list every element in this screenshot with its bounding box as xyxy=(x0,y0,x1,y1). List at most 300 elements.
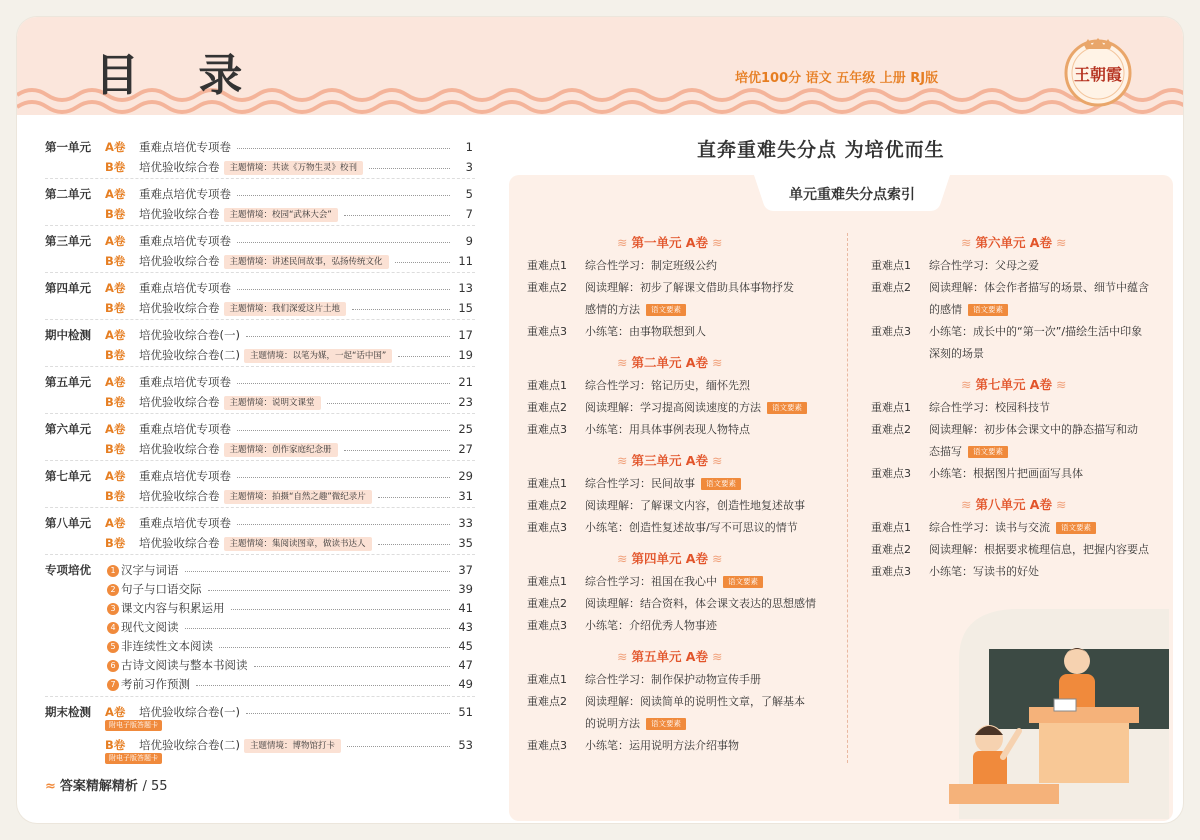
volume-label: A卷 xyxy=(105,705,126,719)
key-point-text: 的说明方法 xyxy=(585,717,640,730)
special-entry[interactable] xyxy=(45,579,485,599)
divider xyxy=(45,696,475,697)
entry-title: 培优验收综合卷 主题情境：集阅读图章，做读书达人 xyxy=(139,533,372,553)
key-point-label: 重难点1 xyxy=(527,575,567,588)
page-number: 7 xyxy=(465,207,473,221)
key-point-label: 重难点3 xyxy=(527,521,567,534)
key-point-text: 综合性学习：父母之爱 xyxy=(929,259,1039,272)
key-point-line xyxy=(527,397,807,419)
unit-heading xyxy=(617,353,722,371)
key-point-text: 阅读理解：根据要求梳理信息，把握内容要点 xyxy=(929,543,1149,556)
entry-title: 培优验收综合卷 主题情境：讲述民间故事，弘扬传统文化 xyxy=(139,251,389,271)
answer-section[interactable] xyxy=(45,775,168,794)
unit-label: 专项培优 xyxy=(45,563,91,577)
answer-page: / 55 xyxy=(142,779,168,794)
wave-icon: ≋ xyxy=(617,453,632,468)
page-number: 33 xyxy=(458,516,473,530)
wave-icon: ≋ xyxy=(707,355,723,370)
page-number: 15 xyxy=(458,301,473,315)
entry-title xyxy=(107,617,179,637)
entry-title: 培优验收综合卷 主题情境：我们深爱这片土地 xyxy=(139,298,346,318)
key-point-line xyxy=(585,713,686,735)
unit-heading xyxy=(961,233,1066,251)
key-point-line xyxy=(871,561,1039,583)
leader-dots xyxy=(246,713,450,714)
entry-title: 重难点培优专项卷 xyxy=(139,187,231,201)
theme-tag: 主题情境：讲述民间故事，弘扬传统文化 xyxy=(224,255,389,269)
theme-tag: 主题情境：说明文课堂 xyxy=(224,396,321,410)
page-number: 3 xyxy=(465,160,473,174)
divider xyxy=(45,507,475,508)
key-point-text: 阅读理解：初步了解课文借助具体事物抒发 xyxy=(585,281,794,294)
toc-entry[interactable] xyxy=(45,184,485,204)
unit-heading xyxy=(961,375,1066,393)
key-point-line xyxy=(871,255,1039,277)
unit-label: 第一单元 xyxy=(45,140,91,154)
volume-label: B卷 xyxy=(105,254,126,268)
theme-tag: 主题情境：共读《万物生灵》校刊 xyxy=(224,161,364,175)
entry-title: 培优验收综合卷 主题情境：说明文课堂 xyxy=(139,392,321,412)
unit-label: 期中检测 xyxy=(45,328,91,342)
divider xyxy=(45,366,475,367)
key-point-line xyxy=(527,517,798,539)
key-point-text: 阅读理解：阅读简单的说明性文章，了解基本 xyxy=(585,695,805,708)
leader-dots xyxy=(378,497,450,498)
leader-dots xyxy=(347,746,450,747)
key-point-line xyxy=(871,277,1149,299)
toc-entry[interactable] xyxy=(45,137,485,157)
key-point-line xyxy=(527,419,750,441)
entry-text: 课文内容与积累运用 xyxy=(121,601,225,615)
element-tag: 语文要素 xyxy=(968,446,1008,458)
page-number: 25 xyxy=(458,422,473,436)
page-number: 29 xyxy=(458,469,473,483)
key-point-text: 综合性学习：民间故事 xyxy=(585,477,695,490)
toc-entry[interactable] xyxy=(45,298,485,318)
leader-dots xyxy=(185,571,450,572)
unit-label: 第六单元 xyxy=(45,422,91,436)
toc-entry[interactable] xyxy=(45,372,485,392)
entry-title xyxy=(107,579,202,599)
page-title: 目 录 xyxy=(95,50,265,101)
volume-label: A卷 xyxy=(105,422,126,436)
wave-icon: ≋ xyxy=(1051,497,1067,512)
key-point-label: 重难点2 xyxy=(527,401,567,414)
volume-label: A卷 xyxy=(105,140,126,154)
key-point-line xyxy=(871,397,1050,419)
element-tag: 语文要素 xyxy=(646,304,686,316)
key-point-line xyxy=(527,615,717,637)
entry-title xyxy=(107,560,179,580)
entry-title: 培优验收综合卷 主题情境：拍摄“自然之趣”微纪录片 xyxy=(139,486,372,506)
page-number: 27 xyxy=(458,442,473,456)
leader-dots xyxy=(237,289,450,290)
divider xyxy=(45,178,475,179)
key-point-label: 重难点1 xyxy=(527,673,567,686)
volume-label: A卷 xyxy=(105,234,126,248)
entry-title: 重难点培优专项卷 xyxy=(139,422,231,436)
unit-heading-text: 第一单元 A卷 xyxy=(631,235,708,250)
unit-label: 第五单元 xyxy=(45,375,91,389)
toc-entry[interactable] xyxy=(45,345,485,365)
key-point-text: 综合性学习：铭记历史，缅怀先烈 xyxy=(585,379,750,392)
unit-label: 第三单元 xyxy=(45,234,91,248)
book-info: 培优100分 语文 五年级 上册 RJ版 xyxy=(735,71,939,86)
special-entry[interactable] xyxy=(45,674,485,694)
key-point-line xyxy=(929,343,984,365)
page-number: 51 xyxy=(458,705,473,719)
header-band xyxy=(17,17,1183,127)
wave-icon: ≋ xyxy=(961,235,976,250)
leader-dots xyxy=(327,403,450,404)
volume-label: B卷 xyxy=(105,160,126,174)
toc-entry[interactable] xyxy=(45,251,485,271)
theme-tag: 主题情境：我们深爱这片土地 xyxy=(224,302,347,316)
entry-title: 培优验收综合卷 主题情境：校园“武林大会” xyxy=(139,204,338,224)
key-point-label: 重难点3 xyxy=(871,467,911,480)
key-point-text: 小练笔：创造性复述故事/写不可思议的情节 xyxy=(585,521,798,534)
answer-sheet-tag: 附电子版答题卡 xyxy=(105,753,162,764)
entry-text: 现代文阅读 xyxy=(121,620,179,634)
wave-icon: ≋ xyxy=(617,235,632,250)
key-point-label: 重难点2 xyxy=(527,597,567,610)
entry-title: 重难点培优专项卷 xyxy=(139,234,231,248)
key-point-label: 重难点3 xyxy=(871,565,911,578)
key-point-label: 重难点1 xyxy=(527,477,567,490)
key-point-label: 重难点2 xyxy=(871,423,911,436)
unit-heading-text: 第三单元 A卷 xyxy=(631,453,708,468)
logo-text: 王朝霞 xyxy=(1073,65,1122,84)
slogan: 直奔重难失分点 为培优而生 xyxy=(697,139,945,161)
unit-label: 第八单元 xyxy=(45,516,91,530)
key-point-label: 重难点2 xyxy=(527,695,567,708)
entry-title: 重难点培优专项卷 xyxy=(139,140,231,154)
leader-dots xyxy=(237,430,450,431)
element-tag: 语文要素 xyxy=(646,718,686,730)
key-point-label: 重难点3 xyxy=(527,619,567,632)
wave-icon: ≋ xyxy=(617,355,632,370)
key-point-line xyxy=(527,375,750,397)
number-circle-icon: 2 xyxy=(107,584,119,596)
classroom-illustration xyxy=(929,599,1169,819)
page-number: 11 xyxy=(458,254,473,268)
key-point-text: 深刻的场景 xyxy=(929,347,984,360)
key-point-text: 阅读理解：体会作者描写的场景、细节中蕴含 xyxy=(929,281,1149,294)
divider xyxy=(45,460,475,461)
unit-heading-text: 第六单元 A卷 xyxy=(975,235,1052,250)
key-point-line xyxy=(527,593,816,615)
theme-tag: 主题情境：集阅读图章，做读书达人 xyxy=(224,537,372,551)
key-point-label: 重难点1 xyxy=(871,401,911,414)
key-point-text: 综合性学习：祖国在我心中 xyxy=(585,575,717,588)
leader-dots xyxy=(237,383,450,384)
volume-label: B卷 xyxy=(105,348,126,362)
leader-dots xyxy=(344,450,450,451)
entry-title xyxy=(107,655,248,675)
toc-entry[interactable] xyxy=(45,278,485,298)
toc-entry[interactable] xyxy=(45,204,485,224)
key-point-text: 小练笔：成长中的“第一次”/描绘生活中印象 xyxy=(929,325,1143,338)
wave-icon: ≋ xyxy=(1051,235,1067,250)
leader-dots xyxy=(185,628,450,629)
key-point-line xyxy=(871,463,1083,485)
entry-text: 考前习作预测 xyxy=(121,677,190,691)
key-point-text: 阅读理解：学习提高阅读速度的方法 xyxy=(585,401,761,414)
unit-heading-text: 第二单元 A卷 xyxy=(631,355,708,370)
key-point-line xyxy=(527,473,741,495)
unit-heading-text: 第七单元 A卷 xyxy=(975,377,1052,392)
key-point-line xyxy=(527,277,794,299)
volume-label: B卷 xyxy=(105,442,126,456)
wave-icon: ≈ xyxy=(45,779,56,794)
divider xyxy=(45,554,475,555)
key-point-line xyxy=(527,255,717,277)
page-number: 9 xyxy=(465,234,473,248)
key-point-text: 综合性学习：校园科技节 xyxy=(929,401,1050,414)
unit-heading-text: 第八单元 A卷 xyxy=(975,497,1052,512)
key-point-text: 的感情 xyxy=(929,303,962,316)
wave-icon: ≋ xyxy=(961,497,976,512)
volume-label: B卷 xyxy=(105,207,126,221)
key-point-line xyxy=(871,321,1142,343)
number-circle-icon: 4 xyxy=(107,622,119,634)
theme-tag: 主题情境：创作家庭纪念册 xyxy=(224,443,338,457)
key-point-line xyxy=(527,571,763,593)
key-point-label: 重难点2 xyxy=(871,543,911,556)
page-number: 31 xyxy=(458,489,473,503)
element-tag: 语文要素 xyxy=(968,304,1008,316)
wave-icon: ≋ xyxy=(617,649,632,664)
volume-label: A卷 xyxy=(105,516,126,530)
page-number: 17 xyxy=(458,328,473,342)
key-point-line xyxy=(527,495,805,517)
key-point-label: 重难点2 xyxy=(527,281,567,294)
page-number: 1 xyxy=(465,140,473,154)
entry-title: 重难点培优专项卷 xyxy=(139,375,231,389)
wave-icon: ≋ xyxy=(707,551,723,566)
toc-entry[interactable] xyxy=(45,533,485,553)
wave-icon: ≋ xyxy=(1051,377,1067,392)
page-number: 37 xyxy=(458,563,473,577)
entry-text: 古诗文阅读与整本书阅读 xyxy=(121,658,248,672)
key-point-label: 重难点3 xyxy=(527,739,567,752)
theme-tag: 主题情境：博物馆打卡 xyxy=(244,739,341,753)
key-point-text: 小练笔：根据图片把画面写具体 xyxy=(929,467,1083,480)
key-point-line xyxy=(585,299,686,321)
unit-heading xyxy=(617,647,722,665)
toc-entry[interactable] xyxy=(45,392,485,412)
key-point-line xyxy=(871,419,1138,441)
theme-tag: 主题情境：校园“武林大会” xyxy=(224,208,338,222)
leader-dots xyxy=(378,544,450,545)
page-number: 5 xyxy=(465,187,473,201)
volume-label: B卷 xyxy=(105,395,126,409)
entry-title: 重难点培优专项卷 xyxy=(139,516,231,530)
unit-heading-text: 第五单元 A卷 xyxy=(631,649,708,664)
divider xyxy=(45,272,475,273)
unit-label: 第七单元 xyxy=(45,469,91,483)
key-point-text: 感情的方法 xyxy=(585,303,640,316)
number-circle-icon: 7 xyxy=(107,679,119,691)
special-entry[interactable] xyxy=(45,617,485,637)
key-point-text: 态描写 xyxy=(929,445,962,458)
unit-label: 第四单元 xyxy=(45,281,91,295)
number-circle-icon: 1 xyxy=(107,565,119,577)
leader-dots xyxy=(352,309,450,310)
key-point-line xyxy=(527,669,761,691)
page-number: 43 xyxy=(458,620,473,634)
unit-heading xyxy=(617,451,722,469)
page-number: 47 xyxy=(458,658,473,672)
final-entry[interactable] xyxy=(45,702,485,734)
leader-dots xyxy=(237,148,450,149)
number-circle-icon: 3 xyxy=(107,603,119,615)
key-point-text: 综合性学习：读书与交流 xyxy=(929,521,1050,534)
key-point-text: 小练笔：运用说明方法介绍事物 xyxy=(585,739,739,752)
answer-label: 答案精解精析 xyxy=(59,779,138,794)
divider xyxy=(45,413,475,414)
special-entry[interactable] xyxy=(45,560,485,580)
unit-heading xyxy=(617,549,722,567)
key-point-line xyxy=(527,321,706,343)
final-entry[interactable] xyxy=(45,735,485,767)
special-entry[interactable] xyxy=(45,655,485,675)
element-tag: 语文要素 xyxy=(1056,522,1096,534)
wave-icon: ≋ xyxy=(707,235,723,250)
volume-label: B卷 xyxy=(105,738,126,752)
entry-title: 重难点培优专项卷 xyxy=(139,469,231,483)
volume-label: A卷 xyxy=(105,469,126,483)
element-tag: 语文要素 xyxy=(723,576,763,588)
key-point-line xyxy=(929,299,1008,321)
volume-label: B卷 xyxy=(105,489,126,503)
page-number: 19 xyxy=(458,348,473,362)
unit-heading xyxy=(617,233,722,251)
entry-title: 重难点培优专项卷 xyxy=(139,281,231,295)
toc-entry[interactable] xyxy=(45,466,485,486)
element-tag: 语文要素 xyxy=(767,402,807,414)
key-point-line xyxy=(871,539,1149,561)
toc-entry[interactable] xyxy=(45,439,485,459)
key-point-line xyxy=(871,517,1096,539)
page-number: 49 xyxy=(458,677,473,691)
volume-label: B卷 xyxy=(105,536,126,550)
page-number: 41 xyxy=(458,601,473,615)
leader-dots xyxy=(237,477,450,478)
special-entry[interactable] xyxy=(45,598,485,618)
page-number: 45 xyxy=(458,639,473,653)
leader-dots xyxy=(369,168,450,169)
key-point-label: 重难点2 xyxy=(527,499,567,512)
key-point-label: 重难点1 xyxy=(527,259,567,272)
page-number: 53 xyxy=(458,738,473,752)
page-number: 13 xyxy=(458,281,473,295)
key-point-label: 重难点2 xyxy=(871,281,911,294)
index-title: 单元重难失分点索引 xyxy=(789,187,915,203)
number-circle-icon: 5 xyxy=(107,641,119,653)
wave-icon: ≋ xyxy=(707,649,723,664)
key-point-text: 小练笔：用具体事例表现人物特点 xyxy=(585,423,750,436)
key-point-text: 阅读理解：初步体会课文中的静态描写和动 xyxy=(929,423,1138,436)
number-circle-icon: 6 xyxy=(107,660,119,672)
entry-title: 培优验收综合卷 主题情境：创作家庭纪念册 xyxy=(139,439,338,459)
element-tag: 语文要素 xyxy=(701,478,741,490)
entry-title: 培优验收综合卷(一) xyxy=(139,328,240,342)
leader-dots xyxy=(219,647,450,648)
unit-heading-text: 第四单元 A卷 xyxy=(631,551,708,566)
key-point-text: 小练笔：写读书的好处 xyxy=(929,565,1039,578)
toc-entry[interactable] xyxy=(45,231,485,251)
entry-text: 句子与口语交际 xyxy=(121,582,202,596)
contents-page xyxy=(17,17,1183,823)
volume-label: A卷 xyxy=(105,281,126,295)
volume-label: A卷 xyxy=(105,187,126,201)
key-point-text: 阅读理解：了解课文内容，创造性地复述故事 xyxy=(585,499,805,512)
unit-label: 期末检测 xyxy=(45,705,91,719)
entry-title: 培优验收综合卷(二) 主题情境：以笔为媒，一起“话中国” xyxy=(139,345,392,365)
wave-icon: ≋ xyxy=(617,551,632,566)
entry-text: 非连续性文本阅读 xyxy=(121,639,213,653)
divider xyxy=(45,319,475,320)
page-number: 39 xyxy=(458,582,473,596)
key-point-text: 小练笔：由事物联想到人 xyxy=(585,325,706,338)
key-point-line xyxy=(527,735,739,757)
entry-title xyxy=(107,598,225,618)
key-point-label: 重难点1 xyxy=(871,259,911,272)
key-point-label: 重难点1 xyxy=(871,521,911,534)
key-point-text: 综合性学习：制作保护动物宣传手册 xyxy=(585,673,761,686)
entry-title: 培优验收综合卷(一) xyxy=(139,705,240,719)
page-number: 35 xyxy=(458,536,473,550)
special-entry[interactable] xyxy=(45,636,485,656)
volume-label: A卷 xyxy=(105,375,126,389)
column-divider xyxy=(847,233,848,763)
wave-icon: ≋ xyxy=(961,377,976,392)
divider xyxy=(45,225,475,226)
key-point-text: 小练笔：介绍优秀人物事迹 xyxy=(585,619,717,632)
entry-text: 汉字与词语 xyxy=(121,563,179,577)
leader-dots xyxy=(196,685,450,686)
key-point-label: 重难点1 xyxy=(527,379,567,392)
toc-entry[interactable] xyxy=(45,486,485,506)
page-number: 23 xyxy=(458,395,473,409)
wave-icon: ≋ xyxy=(707,453,723,468)
toc-entry[interactable] xyxy=(45,513,485,533)
key-point-line xyxy=(527,691,805,713)
toc-entry[interactable] xyxy=(45,325,485,345)
key-point-line xyxy=(929,441,1008,463)
entry-title: 培优验收综合卷(二) 主题情境：博物馆打卡 xyxy=(139,735,341,755)
toc-entry[interactable] xyxy=(45,157,485,177)
leader-dots xyxy=(246,336,450,337)
leader-dots xyxy=(254,666,450,667)
key-point-label: 重难点3 xyxy=(871,325,911,338)
entry-title xyxy=(107,636,213,656)
key-point-label: 重难点3 xyxy=(527,325,567,338)
volume-label: B卷 xyxy=(105,301,126,315)
key-point-text: 阅读理解：结合资料，体会课文表达的思想感情 xyxy=(585,597,816,610)
leader-dots xyxy=(237,195,450,196)
entry-title: 培优验收综合卷 主题情境：共读《万物生灵》校刊 xyxy=(139,157,363,177)
key-point-label: 重难点3 xyxy=(527,423,567,436)
leader-dots xyxy=(231,609,450,610)
unit-heading xyxy=(961,495,1066,513)
toc-entry[interactable] xyxy=(45,419,485,439)
leader-dots xyxy=(237,242,450,243)
unit-label: 第二单元 xyxy=(45,187,91,201)
leader-dots xyxy=(208,590,450,591)
theme-tag: 主题情境：拍摄“自然之趣”微纪录片 xyxy=(224,490,372,504)
